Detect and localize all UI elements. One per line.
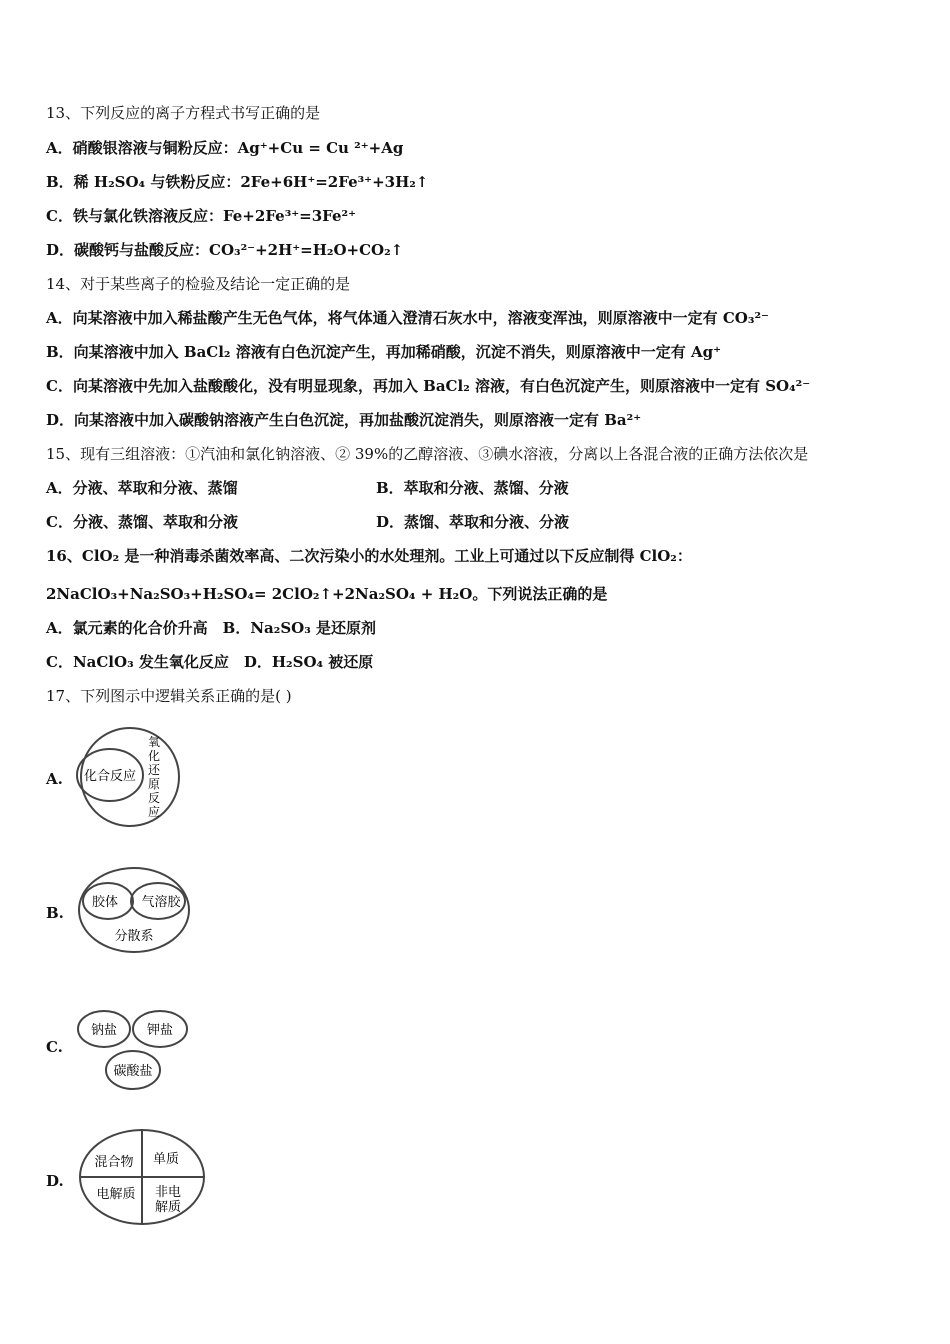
q16-equation: 2NaClO₃+Na₂SO₃+H₂SO₄= 2ClO₂↑+2Na₂SO₄ + H₂O。下列说法正确的是 xyxy=(46,585,608,603)
q17-label-a: A. xyxy=(46,770,63,788)
q17-figure-a xyxy=(74,726,186,828)
q17-label-d: D. xyxy=(46,1172,64,1190)
fig-a-outer-char-6: 应 xyxy=(147,805,161,819)
q17-title: 17、下列图示中逻辑关系正确的是( ) xyxy=(46,687,292,705)
fig-a-outer-char-4: 原 xyxy=(147,777,161,791)
q14-option-c: C．向某溶液中先加入盐酸酸化，没有明显现象，再加入 BaCl₂ 溶液，有白色沉淀产生，则原溶液中一定有 SO₄²⁻ xyxy=(46,377,811,395)
fig-b-left-label: 胶体 xyxy=(91,895,119,910)
q16-options-cd: C．NaClO₃ 发生氧化反应 D．H₂SO₄ 被还原 xyxy=(46,653,374,671)
q17-label-b: B. xyxy=(46,904,64,922)
fig-d-top-left-label: 混合物 xyxy=(94,1155,134,1170)
q15-option-a: A．分液、萃取和分液、蒸馏 xyxy=(46,479,238,497)
q17-figure-c xyxy=(76,1008,192,1092)
q14-title: 14、对于某些离子的检验及结论一定正确的是 xyxy=(46,275,351,293)
q13-option-d: D．碳酸钙与盐酸反应：CO₃²⁻+2H⁺=H₂O+CO₂↑ xyxy=(46,241,404,259)
q15-option-c: C．分液、蒸馏、萃取和分液 xyxy=(46,513,238,531)
fig-b-right-label: 气溶胶 xyxy=(141,895,181,910)
q13-option-b: B．稀 H₂SO₄ 与铁粉反应：2Fe+6H⁺=2Fe³⁺+3H₂↑ xyxy=(46,173,429,191)
q16-options-ab: A．氯元素的化合价升高 B．Na₂SO₃ 是还原剂 xyxy=(46,619,377,637)
fig-d-top-right-label: 单质 xyxy=(152,1152,180,1167)
fig-d-bottom-left-label: 电解质 xyxy=(96,1187,136,1202)
fig-d-bottom-right-label-2: 解质 xyxy=(154,1200,182,1215)
fig-b-outer-label: 分散系 xyxy=(114,929,154,944)
fig-c-right-label: 钾盐 xyxy=(146,1023,174,1038)
q13-option-a: A．硝酸银溶液与铜粉反应：Ag⁺+Cu = Cu ²⁺+Ag xyxy=(46,139,404,157)
q15-title: 15、现有三组溶液：①汽油和氯化钠溶液、② 39%的乙醇溶液、③碘水溶液，分离以上各混合液的正确方法依次是 xyxy=(46,445,809,463)
q13-option-c: C．铁与氯化铁溶液反应：Fe+2Fe³⁺=3Fe²⁺ xyxy=(46,207,357,225)
fig-a-outer-char-2: 化 xyxy=(147,749,161,763)
fig-a-outer-char-1: 氧 xyxy=(147,735,161,749)
q15-option-b: B．萃取和分液、蒸馏、分液 xyxy=(376,479,569,497)
q15-option-d: D．蒸馏、萃取和分液、分液 xyxy=(376,513,570,531)
q17-figure-b xyxy=(76,864,192,956)
q13-title: 13、下列反应的离子方程式书写正确的是 xyxy=(46,104,321,122)
fig-c-left-label: 钠盐 xyxy=(90,1023,118,1038)
q14-option-b: B．向某溶液中加入 BaCl₂ 溶液有白色沉淀产生，再加稀硝酸，沉淀不消失，则原溶液中一定有 Ag⁺ xyxy=(46,343,721,361)
fig-a-outer-char-5: 反 xyxy=(147,791,161,805)
q14-option-d: D．向某溶液中加入碳酸钠溶液产生白色沉淀，再加盐酸沉淀消失，则原溶液一定有 Ba²⁺ xyxy=(46,411,642,429)
q17-figure-d xyxy=(76,1126,208,1228)
fig-d-bottom-right-label-1: 非电 xyxy=(154,1185,182,1200)
fig-c-bottom-label: 碳酸盐 xyxy=(113,1064,153,1079)
fig-a-inner-label: 化合反应 xyxy=(83,769,137,784)
q16-title: 16、ClO₂ 是一种消毒杀菌效率高、二次污染小的水处理剂。工业上可通过以下反应制得 ClO₂： xyxy=(46,547,692,565)
fig-a-outer-char-3: 还 xyxy=(147,763,161,777)
q14-option-a: A．向某溶液中加入稀盐酸产生无色气体，将气体通入澄清石灰水中，溶液变浑浊，则原溶液中一定有 CO₃²⁻ xyxy=(46,309,769,327)
q17-label-c: C. xyxy=(46,1038,63,1056)
